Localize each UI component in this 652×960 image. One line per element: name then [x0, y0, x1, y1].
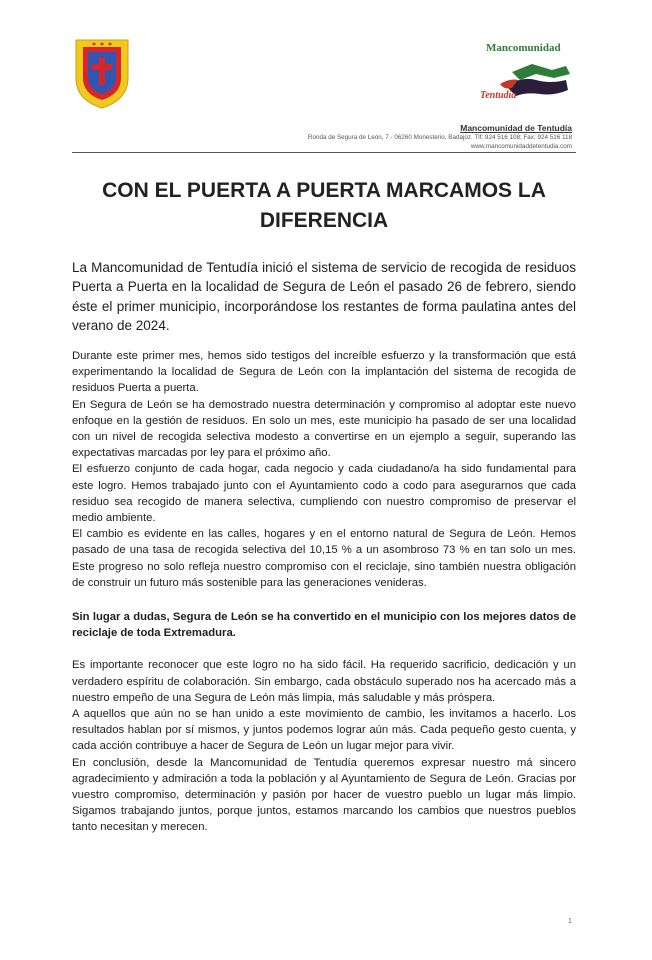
body-paragraph: En conclusión, desde la Mancomunidad de Tentudía queremos expresar nuestro má sincero agradecimiento y admiración a toda la población y al Ayuntamiento de Segura de León. Gracias por vuestro compromiso, determinación y pasión por hacer de vuestro pueblo un lugar más limpio. Sigamos trabajando juntos, porque juntos, estamos marcando los cambios que nuestros pueblos tanto necesitan y merecen. [72, 756, 576, 834]
municipal-crest-logo [72, 36, 132, 110]
body-paragraph: Es importante reconocer que este logro no ha sido fácil. Ha requerido sacrificio, dedicación y un verdadero espíritu de colaboración. Sin embargo, cada obstáculo superado nos ha acercado más a nuestro empeño de una Segura de León más limpia, más saludable y más próspera. [72, 659, 576, 704]
logo-name-text: Mancomunidad [486, 42, 561, 54]
letterhead-address: Ronda de Segura de León, 7 - 06260 Monesterio, Badajoz. Tlf: 924 516 108; Fax: 924 516 118 [307, 134, 572, 141]
letterhead-organization-name: Mancomunidad de Tentudía [460, 123, 572, 133]
body-paragraph: A aquellos que aún no se han unido a este movimiento de cambio, les invitamos a hacerlo. Los resultados hablan por sí mismos, y juntos podemos lograr aún más. Cada pequeño gesto cuenta, y cada acción contribuye a hacer de Segura de León un lugar mejor para vivir. [72, 708, 576, 753]
letterhead-website: www.mancomunidaddetentudia.com [470, 143, 572, 150]
body-paragraph: Durante este primer mes, hemos sido testigos del increíble esfuerzo y la transformación que está experimentando la localidad de Segura de León con la implantación del sistema de recogida de residuos Puerta a puerta. [72, 350, 576, 395]
document-body [72, 348, 576, 836]
document-title: CON EL PUERTA A PUERTA MARCAMOS LA DIFERENCIA [102, 179, 546, 232]
intro-paragraph: La Mancomunidad de Tentudía inició el sistema de servicio de recogida de residuos Puerta a Puerta en la localidad de Segura de León el pasado 26 de febrero, siendo éste el primer municipio, incorporándose los restantes de forma paulatina antes del verano de 2024. [72, 260, 576, 333]
body-paragraph: El esfuerzo conjunto de cada hogar, cada negocio y cada ciudadano/a ha sido fundamental para este logro. Hemos trabajado junto con el Ayuntamiento codo a codo para asegurarnos que cada residuo sea recogido de manera selectiva, cumpliendo con nuestro compromiso de preservar el medio ambiente. [72, 463, 576, 525]
body-paragraph: En Segura de León se ha demostrado nuestra determinación y compromiso al adoptar este nuevo enfoque en la gestión de residuos. En solo un mes, este municipio ha pasado de ser una localidad con un nivel de recogida selectiva modesto a convertirse en un ejemplo a seguir, superando las expectativas marcadas por ley para el próximo año. [72, 398, 576, 460]
highlight-paragraph: Sin lugar a dudas, Segura de León se ha convertido en el municipio con los mejores datos de reciclaje de toda Extremadura. [72, 611, 576, 640]
body-paragraph: El cambio es evidente en las calles, hogares y en el entorno natural de Segura de León. Hemos pasado de una tasa de recogida selectiva del 10,15 % a un asombroso 73 % en tan solo un mes. Este progreso no solo refleja nuestro compromiso con el reciclaje, sino también nuestra obligación de construir un futuro más sostenible para las generaciones venideras. [72, 528, 576, 589]
page-number: 1 [568, 918, 572, 925]
logo-subname-text: Tentudía [480, 90, 517, 101]
header-divider [72, 152, 576, 153]
